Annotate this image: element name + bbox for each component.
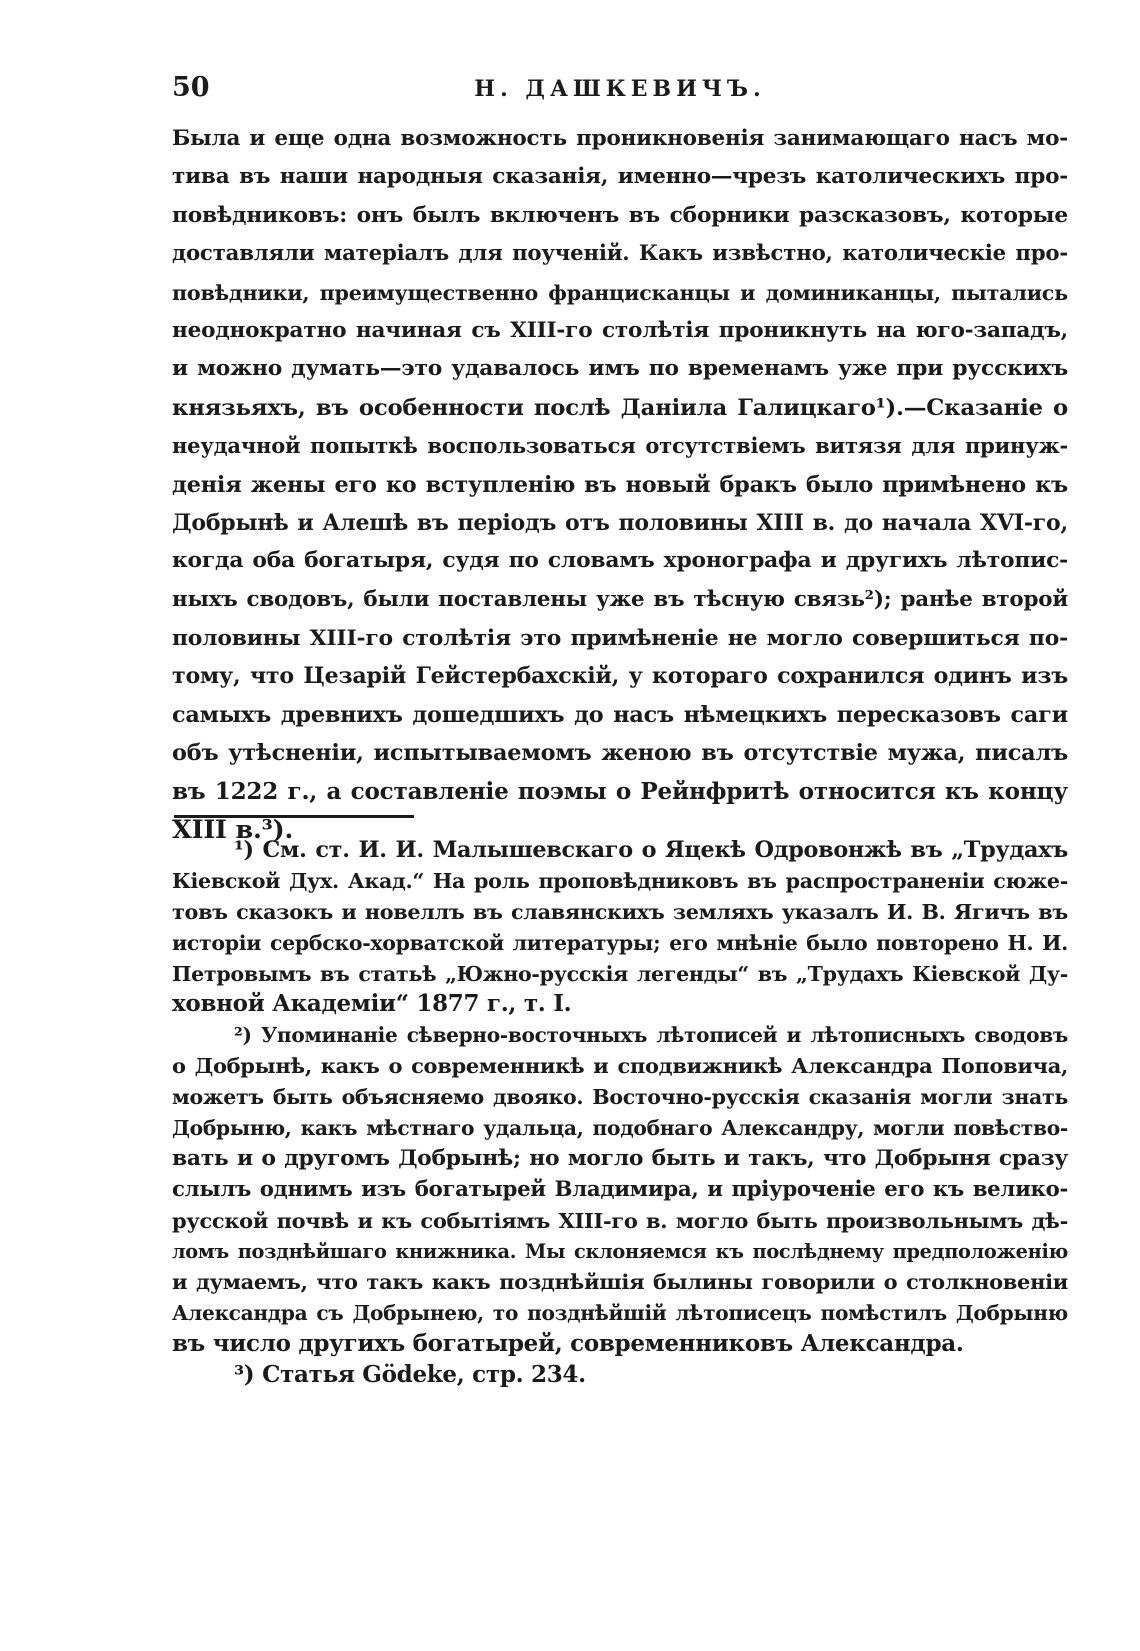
running-head: Н. ДАШКЕВИЧЪ. [474,76,766,102]
text-line: доставляли матеріалъ для поученій. Какъ извѣстно, католическіе про- [172,241,1068,267]
footnote-line: въ число другихъ богатырей, современниковъ Александра. [172,1330,964,1358]
footnote-line: можетъ быть объясняемо двояко. Восточно-русскія сказанія могли знать [172,1085,1068,1110]
text-line: неоднократно начиная съ XIII-го столѣтія проникнуть на юго-западъ, [172,317,1068,343]
footnote-line: Александра съ Добрынею, то позднѣйшій лѣтописецъ помѣстилъ Добрыню [172,1301,1068,1326]
text-line: повѣдниковъ: онъ былъ включенъ въ сборники разсказовъ, которые [172,202,1068,228]
text-line: въ 1222 г., а составленіе поэмы о Рейнфритѣ относится къ концу [172,777,1068,805]
footnote-line: товъ сказокъ и новеллъ въ славянскихъ земляхъ указалъ И. В. Ягичъ въ [172,899,1068,924]
text-line: тому, что Цезарій Гейстербахскій, у котораго сохранился одинъ изъ [172,663,1068,690]
footnotes [172,835,1068,1391]
text-line: неудачной попыткѣ воспользоваться отсутствіемъ витязя для принуж- [172,433,1068,459]
text-line: когда оба богатыря, судя по словамъ хронографа и другихъ лѣтопис- [172,548,1068,574]
footnote-line: и думаемъ, что такъ какъ позднѣйшія былины говорили о столкновеніи [172,1269,1068,1295]
text-line: денія жены его ко вступленію въ новый бракъ было примѣнено къ [172,471,1068,498]
footnote-line: ¹) См. ст. И. И. Малышевскаго о Яцекѣ Одровонжѣ въ „Трудахъ [234,837,1068,863]
text-line: XIII в.³). [172,815,294,846]
footnote-line: Кіевской Дух. Акад.“ На роль проповѣдниковъ въ распространеніи сюже- [172,868,1068,893]
text-line: князьяхъ, въ особенности послѣ Даніила Галицкаго¹).—Сказаніе о [172,394,1068,421]
text-line: ныхъ сводовъ, были поставлены уже въ тѣсную связь²); ранѣе второй [172,586,1068,612]
footnote-line: исторіи сербско-хорватской литературы; его мнѣніе было повторено Н. И. [172,930,1068,955]
text-line: объ утѣсненіи, испытываемомъ женою въ отсутствіе мужа, писалъ [172,740,1068,767]
text-line: повѣдники, преимущественно францисканцы и доминиканцы, пытались [172,280,1068,305]
page-number: 50 [172,72,210,103]
footnote-line: ³) Статья Gödeke, стр. 234. [234,1361,586,1389]
footnote-line: Петровымъ въ статьѣ „Южно-русскія легенды“ въ „Трудахъ Кіевской Ду- [172,961,1068,986]
footnote-line: слылъ однимъ изъ богатырей Владимира, и пріуроченіе его къ велико- [172,1176,1068,1202]
footnote-line: ²) Упоминаніе сѣверно-восточныхъ лѣтописей и лѣтописныхъ сводовъ [234,1023,1068,1048]
footnote-line: Добрыню, какъ мѣстнаго удальца, подобнаго Александру, могли повѣство- [172,1116,1068,1141]
footnote-line: вать и о другомъ Добрынѣ; но могло быть и такъ, что Добрыня сразу [172,1145,1068,1171]
footnote-line: ломъ позднѣйшаго книжника. Мы склоняемся къ послѣднему предположенію [172,1239,1068,1263]
text-line: Добрынѣ и Алешѣ въ періодъ отъ половины XIII в. до начала XVI-го, [172,509,1068,536]
text-line: самыхъ древнихъ дошедшихъ до насъ нѣмецкихъ пересказовъ саги [172,701,1068,728]
footnote-line: ховной Академіи“ 1877 г., т. I. [172,990,572,1018]
page-header [172,72,1068,112]
text-line: половины XIII-го столѣтія это примѣненіе не могло совершиться по- [172,625,1068,652]
text-line: Была и еще одна возможность проникновенія занимающаго насъ мо- [172,126,1068,151]
text-line: и можно думать—это удавалось имъ по временамъ уже при русскихъ [172,356,1068,382]
footnote-separator [174,815,414,818]
footnote-line: о Добрынѣ, какъ о современникѣ и сподвижникѣ Александра Поповича, [172,1053,1068,1079]
text-line: тива въ наши народныя сказанія, именно—чрезъ католическихъ про- [172,164,1068,190]
main-text [172,120,1068,849]
footnote-line: русской почвѣ и къ событіямъ XIII-го в. могло быть произвольнымъ дѣ- [172,1207,1068,1233]
